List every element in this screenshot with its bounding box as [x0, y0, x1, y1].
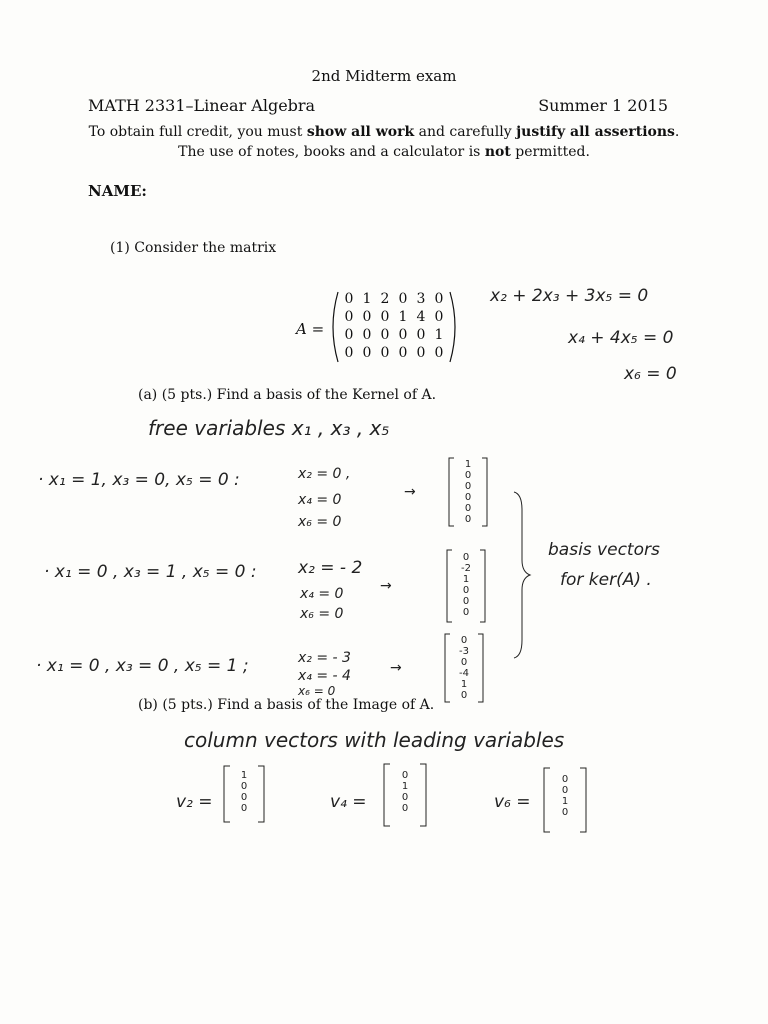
vector-entry: 0 [240, 803, 248, 814]
instr-text: permitted. [510, 144, 590, 160]
matrix-cell: 3 [416, 291, 426, 307]
vector-entry: 0 [464, 503, 472, 514]
vector-entry: 0 [462, 552, 470, 563]
handwritten-free-variables: free variables x₁ , x₃ , x₅ [148, 416, 390, 440]
matrix-row [340, 327, 448, 343]
vector-entry: 0 [240, 792, 248, 803]
vector-entry: 0 [460, 690, 468, 701]
vector-entry: 0 [561, 785, 569, 796]
instr-text: The use of notes, books and a calculator is [178, 144, 485, 160]
vector-entry: 0 [561, 807, 569, 818]
vector-entry: 0 [561, 774, 569, 785]
handwritten-result: x₆ = 0 [298, 514, 342, 530]
vector-entry: 1 [240, 770, 248, 781]
kernel-basis-vector-2 [445, 548, 487, 624]
handwritten-result: x₄ = 0 [298, 492, 342, 508]
arrow-icon: → [380, 578, 392, 594]
question-1a-prompt: (a) (5 pts.) Find a basis of the Kernel of A. [138, 387, 437, 403]
kernel-basis-vector-3 [443, 632, 485, 704]
arrow-icon: → [390, 660, 402, 676]
handwritten-result: x₄ = - 4 [298, 668, 351, 684]
handwritten-result: x₄ = 0 [300, 586, 344, 602]
handwritten-result: x₂ = - 2 [298, 558, 363, 578]
instr-text: . [674, 124, 680, 140]
image-basis-vector-v4 [382, 762, 428, 828]
vector-entry: 0 [240, 781, 248, 792]
vector-entry: 1 [401, 781, 409, 792]
question-1-prompt: (1) Consider the matrix [110, 240, 277, 256]
matrix-cell: 0 [344, 345, 354, 361]
matrix-cell: 0 [344, 291, 354, 307]
matrix-cell: 0 [434, 345, 444, 361]
matrix-row [340, 345, 448, 361]
handwritten-result: x₆ = 0 [298, 684, 336, 698]
instr-text: To obtain full credit, you must [88, 124, 307, 140]
handwritten-equation: x₆ = 0 [624, 364, 677, 384]
instructions-line-1 [0, 124, 768, 140]
handwritten-case: · x₁ = 0 , x₃ = 0 , x₅ = 1 ; [36, 656, 249, 676]
matrix-cell: 1 [398, 309, 408, 325]
exam-title: 2nd Midterm exam [311, 67, 457, 85]
matrix-cell: 0 [344, 327, 354, 343]
matrix-row [340, 291, 448, 307]
vector-entry: 0 [401, 792, 409, 803]
matrix-cell: 0 [380, 345, 390, 361]
matrix-cell: 0 [380, 309, 390, 325]
vector-entry: 0 [401, 803, 409, 814]
matrix-cell: 4 [416, 309, 426, 325]
question-1b-prompt: (b) (5 pts.) Find a basis of the Image of A. [138, 697, 435, 713]
matrix-cell: 1 [362, 291, 372, 307]
matrix-cell: 0 [380, 327, 390, 343]
vector-entry: 0 [464, 492, 472, 503]
vector-entry: 0 [464, 514, 472, 525]
matrix-cell: 1 [434, 327, 444, 343]
matrix-label: A = [296, 320, 325, 338]
vector-entry: -4 [459, 668, 469, 679]
vector-entry: -3 [459, 646, 469, 657]
matrix-cell: 0 [362, 345, 372, 361]
matrix-cell: 0 [398, 345, 408, 361]
vector-entry: 0 [462, 596, 470, 607]
handwritten-vector-label: v₄ = [330, 792, 367, 812]
vector-entry: 0 [460, 657, 468, 668]
vector-entry: 0 [464, 481, 472, 492]
matrix-cell: 0 [416, 327, 426, 343]
instr-bold: show all work [306, 124, 415, 140]
matrix-A [330, 290, 458, 364]
vector-entry: 1 [464, 459, 472, 470]
instr-text: and carefully [414, 124, 517, 140]
vector-entry: 1 [561, 796, 569, 807]
instr-bold: justify all assertions [516, 124, 675, 140]
vector-entry: -2 [461, 563, 471, 574]
handwritten-note: for ker(A) . [560, 570, 652, 590]
handwritten-equation: x₄ + 4x₅ = 0 [568, 328, 674, 348]
matrix-cell: 0 [362, 327, 372, 343]
vector-entry: 1 [460, 679, 468, 690]
matrix-cell: 0 [416, 345, 426, 361]
name-label: NAME: [88, 182, 147, 200]
handwritten-equation: x₂ + 2x₃ + 3x₅ = 0 [490, 286, 649, 306]
handwritten-result: x₂ = - 3 [298, 650, 351, 666]
vector-entry: 0 [460, 635, 468, 646]
matrix-cell: 0 [434, 291, 444, 307]
matrix-cell: 0 [362, 309, 372, 325]
handwritten-note: basis vectors [548, 540, 660, 560]
handwritten-result: x₂ = 0 , [298, 466, 351, 482]
vector-entry: 0 [464, 470, 472, 481]
instructions-line-2 [0, 144, 768, 160]
matrix-cell: 0 [398, 327, 408, 343]
handwritten-case: · x₁ = 1, x₃ = 0, x₅ = 0 : [38, 470, 240, 490]
matrix-cell: 0 [398, 291, 408, 307]
matrix-cell: 0 [434, 309, 444, 325]
vector-entry: 0 [462, 585, 470, 596]
matrix-cell: 0 [344, 309, 354, 325]
handwritten-case: · x₁ = 0 , x₃ = 1 , x₅ = 0 : [44, 562, 257, 582]
instr-bold: not [484, 144, 511, 160]
handwritten-vector-label: v₂ = [176, 792, 213, 812]
vector-entry: 1 [462, 574, 470, 585]
vector-entry: 0 [401, 770, 409, 781]
course-title: MATH 2331–Linear Algebra [88, 96, 316, 115]
handwritten-column-note: column vectors with leading variables [184, 728, 565, 752]
handwritten-vector-label: v₆ = [494, 792, 531, 812]
vector-entry: 0 [462, 607, 470, 618]
image-basis-vector-v6 [542, 766, 588, 834]
matrix-cell: 2 [380, 291, 390, 307]
arrow-icon: → [404, 484, 416, 500]
matrix-row [340, 309, 448, 325]
curly-brace-icon [508, 490, 536, 660]
kernel-basis-vector-1 [447, 456, 489, 528]
handwritten-result: x₆ = 0 [300, 606, 344, 622]
image-basis-vector-v2 [222, 764, 266, 824]
term-label: Summer 1 2015 [538, 96, 668, 115]
